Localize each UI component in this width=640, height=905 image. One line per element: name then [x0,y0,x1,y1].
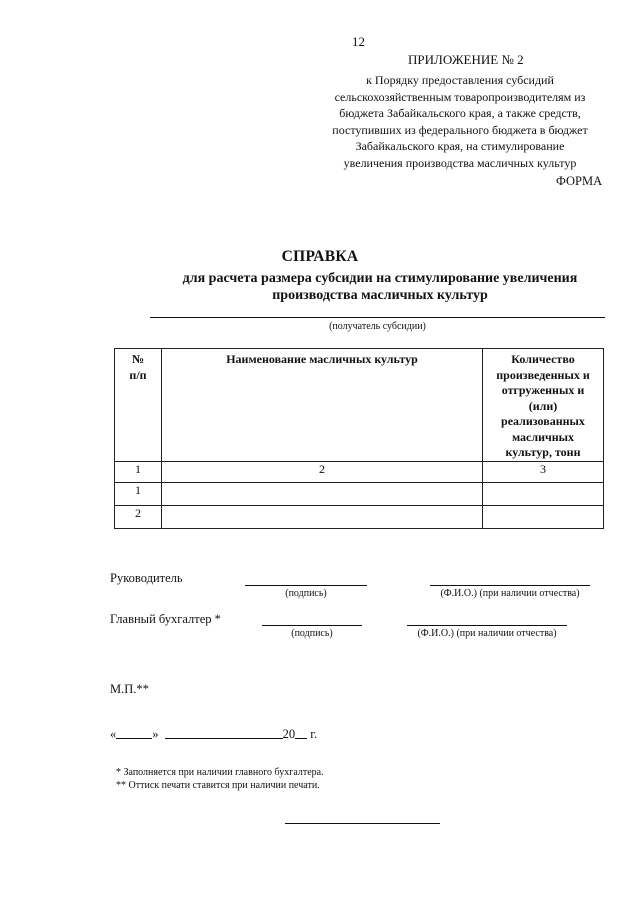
quantity-cell[interactable] [483,505,604,528]
preamble [300,72,620,171]
preamble-line: бюджета Забайкальского края, а также средств, [339,106,581,120]
date-line [110,727,317,742]
date-open-quote: « [110,727,117,741]
head-signature-line[interactable] [245,585,367,586]
subtitle-line: производства масличных культур [272,288,488,303]
crop-name-cell[interactable] [162,505,483,528]
year-suffix: г. [310,727,318,741]
row-number: 1 [115,482,162,505]
header-text: масличных [511,429,575,444]
header-text: (или) [528,398,558,413]
preamble-line: увеличения производства масличных культур [343,155,577,170]
year-prefix: 20 [282,727,296,741]
month-field[interactable] [165,738,283,739]
stamp-placeholder: М.П.** [110,682,149,696]
header-text: культур, тонн [505,445,581,459]
crop-name-cell[interactable] [162,482,483,505]
row-number: 2 [115,505,162,528]
header-text: отгруженных и [501,383,585,397]
header-text: произведенных и [496,367,590,382]
preamble-line: к Порядку предоставления субсидий [366,73,554,87]
quantity-cell[interactable] [483,482,604,505]
head-name-caption: (Ф.И.О.) (при наличии отчества) [440,588,580,599]
column-index: 1 [115,461,162,482]
header-number [115,349,162,462]
preamble-line: поступивших из федерального бюджета в бюджет [332,122,588,137]
preamble-line: сельскохозяйственным товаропроизводителям из [334,89,586,104]
column-index: 2 [162,461,483,482]
accountant-name-line[interactable] [407,625,567,626]
header-quantity [483,349,604,462]
accountant-label: Главный бухгалтер * [110,612,221,626]
footnote-stamp: ** Оттиск печати ставится при наличии печати. [116,780,320,791]
footnote-accountant: * Заполняется при наличии главного бухгалтера. [116,767,324,778]
column-index-row [115,461,604,482]
column-index: 3 [483,461,604,482]
head-label: Руководитель [110,571,183,585]
header-text: реализованных [501,414,585,428]
subtitle-line: для расчета размера субсидии на стимулирование увеличения [182,271,578,286]
preamble-line: Забайкальского края, на стимулирование [355,139,565,153]
form-label: ФОРМА [556,174,603,188]
year-field[interactable] [295,738,307,739]
document-title: СПРАВКА [281,248,359,265]
appendix-title: ПРИЛОЖЕНИЕ № 2 [408,52,524,67]
header-text: Наименование масличных культур [226,352,418,366]
head-signature-caption: (подпись) [285,588,327,599]
accountant-signature-line[interactable] [262,625,362,626]
table-row [115,482,604,505]
date-close-quote: » [152,727,159,741]
day-field[interactable] [116,738,152,739]
header-text: Количество [511,352,575,366]
page-number: 12 [352,34,365,49]
accountant-signature-caption: (подпись) [291,628,333,639]
accountant-name-caption: (Ф.И.О.) (при наличии отчества) [417,628,557,639]
header-crop-name [162,349,483,462]
head-name-line[interactable] [430,585,590,586]
document-subtitle [130,270,630,304]
recipient-field-line[interactable] [150,317,605,318]
crops-table [114,348,604,529]
recipient-caption: (получатель субсидии) [329,321,426,332]
header-text: № [131,352,145,366]
header-text: п/п [129,367,147,382]
bottom-divider [285,823,440,824]
table-header-row [115,349,604,462]
table-row [115,505,604,528]
